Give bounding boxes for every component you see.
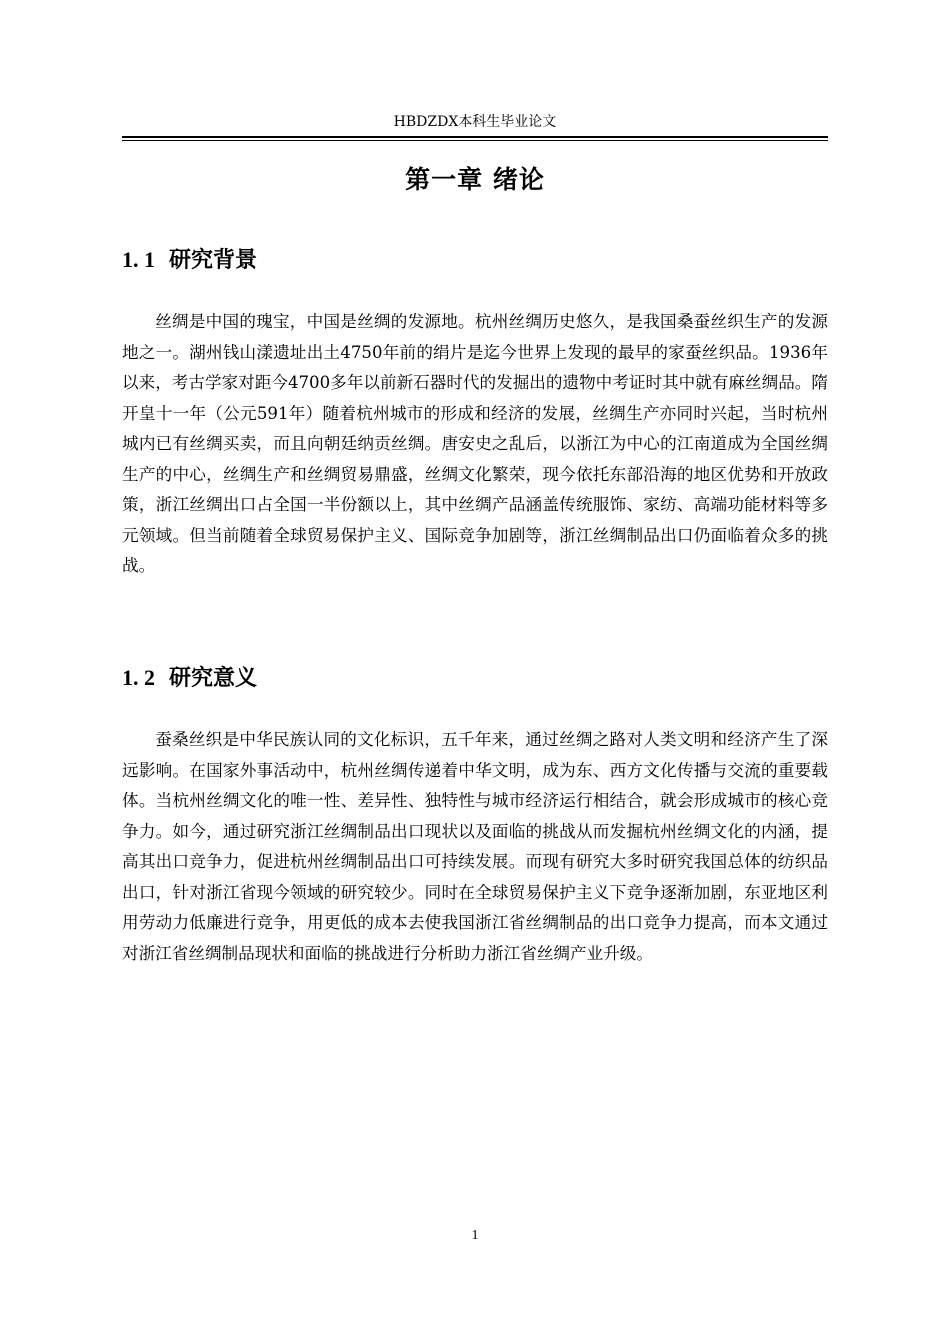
section-heading-background	[122, 245, 828, 276]
chapter-title: 第一章 绪论	[405, 165, 545, 194]
header-rule-thick	[122, 136, 828, 138]
section-title-text: 研究意义	[169, 666, 258, 691]
section-number: 1. 2	[122, 665, 155, 690]
page-number: 1	[471, 1228, 479, 1243]
section-number: 1. 1	[122, 247, 155, 272]
section-paragraph-background: 丝绸是中国的瑰宝，中国是丝绸的发源地。杭州丝绸历史悠久，是我国桑蚕丝织生产的发源地之一。湖州钱山漾遗址出土4750年前的绢片是迄今世界上发现的最早的家蚕丝织品。1936年以来，考古学家对距今4700多年以前新石器时代的发掘出的遗物中考证时其中就有麻丝绸品。隋开皇十一年（公元591年）随着杭州城市的形成和经济的发展，丝绸生产亦同时兴起，当时杭州城内已有丝绸买卖，而且向朝廷纳贡丝绸。唐安史之乱后，以浙江为中心的江南道成为全国丝绸生产的中心，丝绸生产和丝绸贸易鼎盛，丝绸文化繁荣，现今依托东部沿海的地区优势和开放政策，浙江丝绸出口占全国一半份额以上，其中丝绸产品涵盖传统服饰、家纺、高端功能材料等多元领域。但当前随着全球贸易保护主义、国际竞争加剧等，浙江丝绸制品出口仍面临着众多的挑战。	[122, 312, 828, 575]
section-paragraph-significance: 蚕桑丝织是中华民族认同的文化标识，五千年来，通过丝绸之路对人类文明和经济产生了深远影响。在国家外事活动中，杭州丝绸传递着中华文明，成为东、西方文化传播与交流的重要载体。当杭州丝绸文化的唯一性、差异性、独特性与城市经济运行相结合，就会形成城市的核心竞争力。如今，通过研究浙江丝绸制品出口现状以及面临的挑战从而发掘杭州丝绸文化的内涵，提高其出口竞争力，促进杭州丝绸制品出口可持续发展。而现有研究大多时研究我国总体的纺织品出口，针对浙江省现今领域的研究较少。同时在全球贸易保护主义下竞争逐渐加剧，东亚地区利用劳动力低廉进行竞争，用更低的成本去使我国浙江省丝绸制品的出口竞争力提高，而本文通过对浙江省丝绸制品现状和面临的挑战进行分析助力浙江省丝绸产业升级。	[122, 730, 828, 963]
section-title-text: 研究背景	[169, 248, 258, 273]
section-heading-significance	[122, 663, 828, 694]
header-rule-thin	[122, 140, 828, 141]
running-header: HBDZDX本科生毕业论文	[393, 114, 557, 130]
